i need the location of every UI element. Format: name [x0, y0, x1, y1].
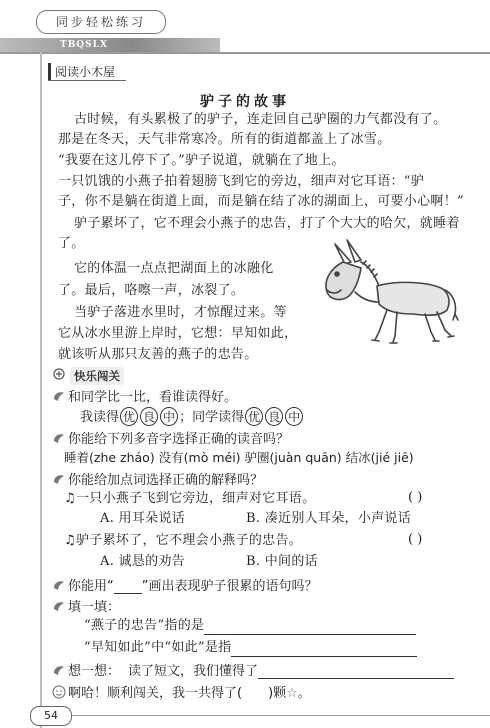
- q5-line-b: [84, 639, 417, 657]
- answer-paren-b[interactable]: ( ): [408, 532, 423, 547]
- donkey-illustration: [317, 232, 462, 348]
- q5-line-a: [84, 617, 416, 635]
- q3-sentence-b-text: 驴子累坏了，它不理会小燕子的忠告。: [75, 533, 303, 548]
- question-bullet-icon: [52, 431, 66, 445]
- rating-excellent-self[interactable]: 优: [120, 407, 138, 426]
- q1-text: 和同学比一比，看谁读得好。: [68, 390, 238, 405]
- question-4: [52, 575, 318, 594]
- q3-b-option-1[interactable]: A. 诚恳的劝告: [100, 554, 186, 569]
- q3-a-option-2[interactable]: B. 凑近别人耳朵，小声说话: [246, 511, 412, 526]
- question-5: [52, 596, 120, 615]
- q2-text: 你能给下列多音字选择正确的读音吗？: [68, 432, 290, 447]
- question-bullet-icon: [52, 389, 66, 403]
- story-line: 它从冰水里游上岸时，它想：早知如此，: [58, 326, 298, 341]
- completion-text-b: )颗: [268, 686, 287, 701]
- story-line: “我要在这儿停下了。”驴子说道，就躺在了地上。: [58, 153, 345, 168]
- story-line: 那是在冬天，天气非常寒冷。所有的街道都盖上了冰雪。: [58, 132, 391, 147]
- story-line: 驴子累坏了，它不理会小燕子的忠告，打了个大大的哈欠，就睡着: [74, 216, 460, 231]
- story-line: 一只饥饿的小燕子拍着翅膀飞到它的旁边，细声对它耳语：“驴: [58, 174, 425, 189]
- rating-good-peer[interactable]: 良: [265, 407, 283, 426]
- question-6: [52, 660, 454, 679]
- story-line: 子，你不是躺在街道上面，而是躺在结了冰的湖面上，可要小心啊！”: [58, 194, 464, 209]
- q6-blank[interactable]: [258, 678, 454, 679]
- story-line: 了。: [58, 236, 85, 251]
- q5-line-a-text: “燕子的忠告”指的是: [84, 618, 205, 633]
- section-tag: 阅读小木屋: [48, 63, 115, 80]
- footer-rule: [70, 715, 490, 716]
- q5-text: 填一填：: [68, 600, 121, 615]
- story-title: 驴子的故事: [200, 94, 290, 110]
- rating-line: [80, 406, 304, 426]
- q3-text: 你能给加点词选择正确的解释吗？: [68, 473, 264, 488]
- q5-blank-b[interactable]: [231, 656, 417, 657]
- question-3: [52, 469, 263, 488]
- q2-items[interactable]: 睡着(zhe zháo) 没有(mò méi) 驴圈(juàn quān) 结冰(jié jiē): [64, 450, 414, 465]
- rating-excellent-peer[interactable]: 优: [245, 407, 263, 426]
- header-stripe: [0, 38, 220, 52]
- q1-peer-label: ；同学读得: [179, 410, 245, 425]
- story-line: 它的体温一点点把湖面上的冰融化: [74, 261, 274, 276]
- q4-text-b: ”画出表现驴子很累的语句吗？: [141, 579, 318, 594]
- smiley-icon: [52, 685, 66, 699]
- exercise-section-label: 快乐闯关: [70, 367, 124, 385]
- star-icon: ☆: [286, 686, 298, 701]
- q6-text-b: 读了短文，我们懂得了: [128, 664, 259, 679]
- q5-blank-a[interactable]: [204, 634, 416, 635]
- question-1: [52, 386, 237, 405]
- q3-sentence-b: [64, 532, 302, 550]
- question-bullet-icon: [52, 663, 66, 677]
- q3-a-option-1[interactable]: A. 用耳朵说话: [100, 511, 186, 526]
- header-subtitle: TBQSLX: [60, 40, 108, 50]
- question-bullet-icon: [52, 599, 66, 613]
- q6-text-a: 想一想：: [68, 664, 121, 679]
- question-bullet-icon: [52, 578, 66, 592]
- section-divider-icon: [52, 366, 66, 385]
- section-rule: [48, 80, 126, 81]
- q4-text-a: 你能用“: [68, 579, 114, 594]
- completion-text-c: 。: [297, 686, 311, 701]
- header-rule: [0, 52, 490, 54]
- rating-good-self[interactable]: 良: [140, 407, 158, 426]
- margin-line: [40, 52, 42, 728]
- story-line: 了。最后，咯嚓一声，冰裂了。: [58, 283, 245, 298]
- q3-sentence-a: [64, 490, 315, 508]
- page-number: 54: [30, 706, 72, 726]
- q1-self-label: 我读得: [80, 410, 120, 425]
- rating-fair-peer[interactable]: 中: [285, 407, 303, 426]
- q3-sentence-a-text: 一只小燕子飞到它旁边，细声对它耳语。: [75, 491, 316, 506]
- story-line: 就该听从那只友善的燕子的忠告。: [58, 347, 258, 362]
- answer-paren-a[interactable]: ( ): [408, 490, 423, 505]
- q5-line-b-text: “早知如此”中“如此”是指: [84, 640, 232, 655]
- question-2: [52, 428, 289, 447]
- music-note-icon: ♫: [64, 491, 76, 506]
- completion-text-a: 啊哈！顺利闯关，我一共得了(: [68, 686, 243, 701]
- story-line: 古时候，有头累极了的驴子，连走回自己驴圈的力气都没有了。: [74, 112, 447, 127]
- underline-sample: [114, 593, 142, 594]
- question-bullet-icon: [52, 472, 66, 486]
- header-title: 同步轻松练习: [36, 10, 166, 34]
- q3-b-option-2[interactable]: B. 中间的话: [246, 554, 318, 569]
- music-note-icon: ♫: [64, 533, 76, 548]
- story-line: 当驴子落进水里时，才惊醒过来。等: [74, 305, 287, 320]
- rating-fair-self[interactable]: 中: [160, 407, 178, 426]
- completion-line: [52, 682, 311, 701]
